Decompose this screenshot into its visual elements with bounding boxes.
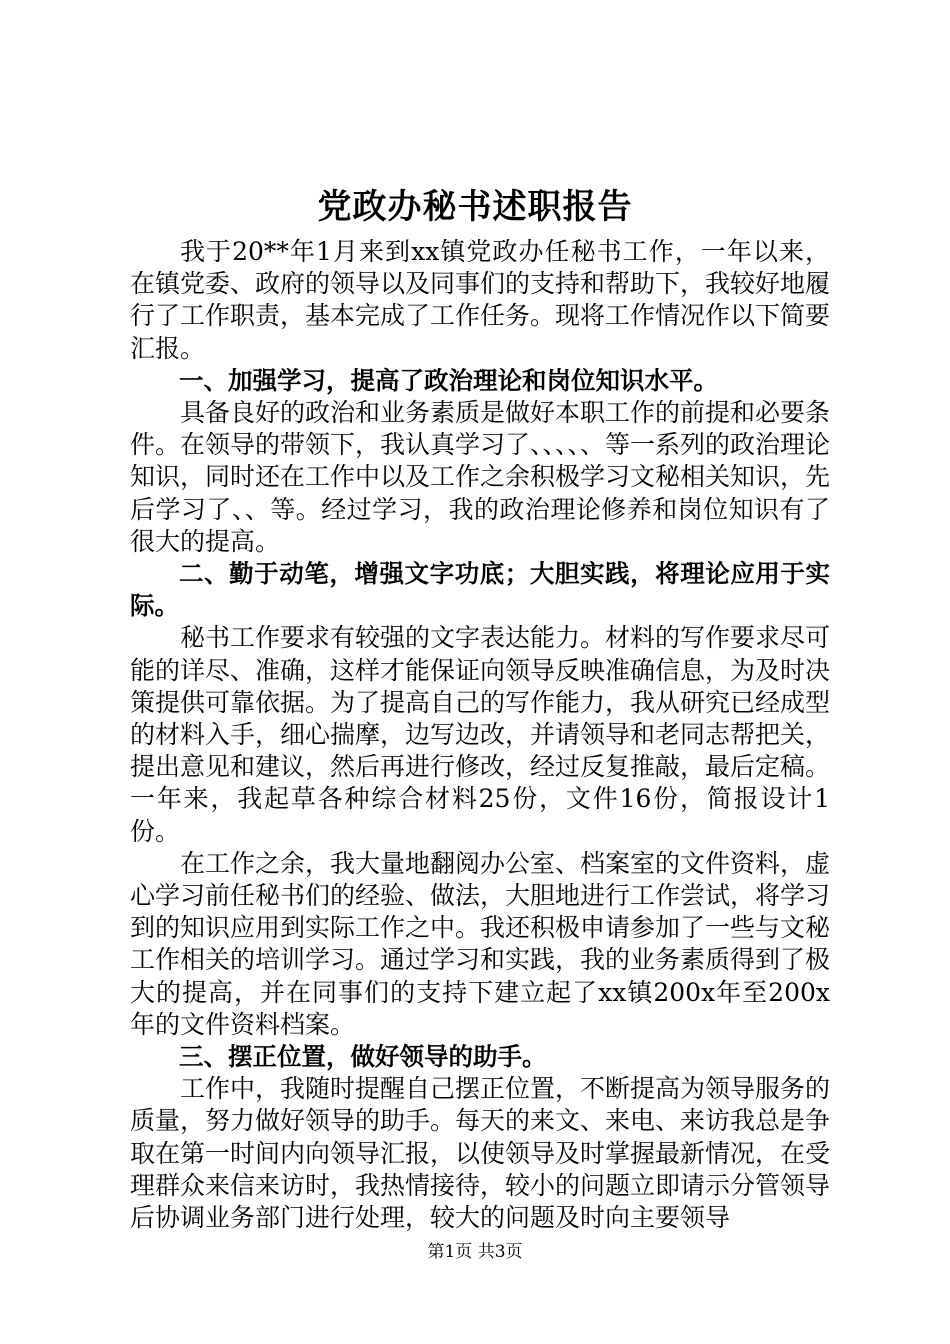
document-title: 党政办秘书述职报告 — [317, 187, 633, 227]
paragraph-intro: 我于20**年1月来到xx镇党政办任秘书工作，一年以来，在镇党委、政府的领导以及同事们的支持和帮助下，我较好地履行了工作职责，基本完成了工作任务。现将工作情况作以下简要汇报。 — [130, 237, 831, 363]
section-heading-1: 一、加强学习，提高了政治理论和岗位知识水平。 — [179, 365, 718, 395]
page-number-footer: 第1页 共3页 — [427, 1242, 523, 1262]
paragraph-section-2b: 在工作之余，我大量地翻阅办公室、档案室的文件资料，虚心学习前任秘书们的经验、做法，大胆地进行工作尝试，将学习到的知识应用到实际工作之中。我还积极申请参加了一些与文秘工作相关的培训学习。通过学习和实践，我的业务素质得到了极大的提高，并在同事们的支持下建立起了xx镇200x年至200x年的文件资料档案。 — [130, 848, 831, 1039]
section-heading-3: 三、摆正位置，做好领导的助手。 — [179, 1042, 547, 1072]
paragraph-section-3: 工作中，我随时提醒自己摆正位置，不断提高为领导服务的质量，努力做好领导的助手。每天的来文、来电、来访我总是争取在第一时间内向领导汇报，以使领导及时掌握最新情况，在受理群众来信来访时，我热情接待，较小的问题立即请示分管领导后协调业务部门进行处理，较大的问题及时向主要领导 — [130, 1074, 831, 1233]
document-body — [130, 236, 830, 1234]
section-heading-2: 二、勤于动笔，增强文字功底；大胆实践，将理论应用于实际。 — [130, 559, 830, 621]
paragraph-section-1: 具备良好的政治和业务素质是做好本职工作的前提和必要条件。在领导的带领下，我认真学习了、、、、、等一系列的政治理论知识，同时还在工作中以及工作之余积极学习文秘相关知识，先后学习了、、等。经过学习，我的政治理论修养和岗位知识有了很大的提高。 — [130, 398, 831, 556]
paragraph-section-2a: 秘书工作要求有较强的文字表达能力。材料的写作要求尽可能的详尽、准确，这样才能保证向领导反映准确信息，为及时决策提供可靠依据。为了提高自己的写作能力，我从研究已经成型的材料入手，细心揣摩，边写边改，并请领导和老同志帮把关，提出意见和建议，然后再进行修改，经过反复推敲，最后定稿。一年来，我起草各种综合材料25份，文件16份，简报设计1份。 — [130, 623, 831, 846]
